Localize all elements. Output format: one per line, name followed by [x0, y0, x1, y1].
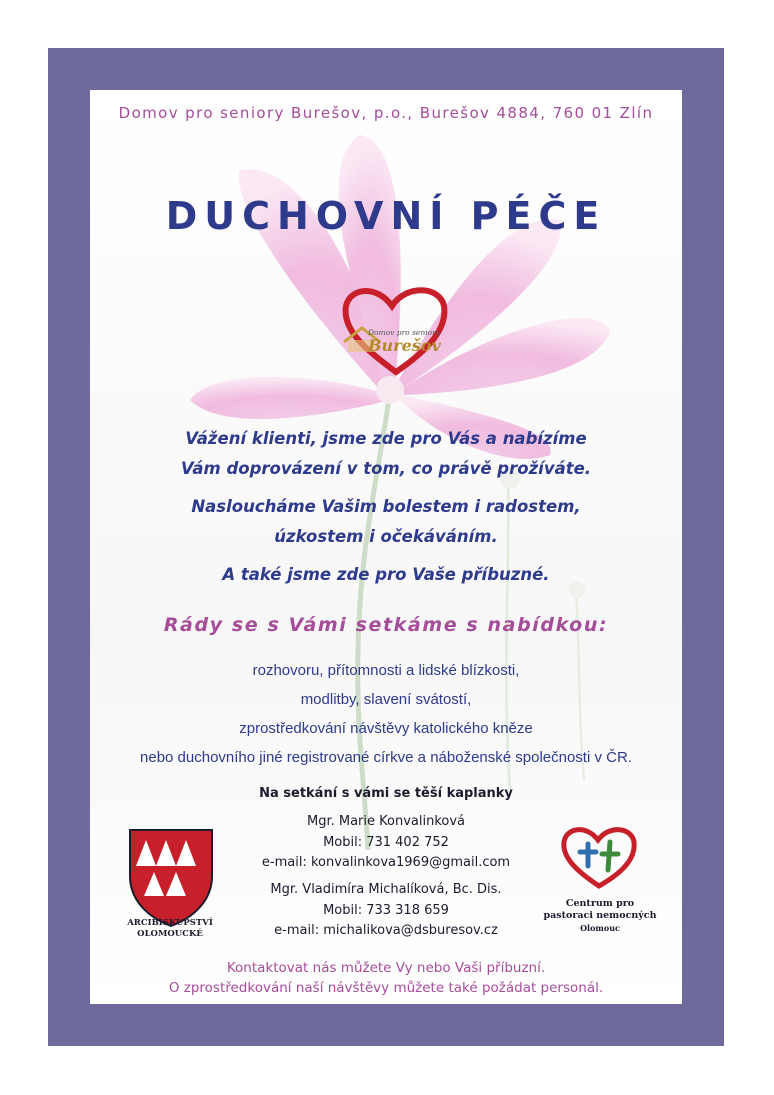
- archdiocese-label-line2: OLOMOUCKÉ: [137, 929, 203, 939]
- offer-item: nebo duchovního jiné registrované církve a náboženské společnosti v ČR.: [140, 749, 632, 766]
- contact-email: e-mail: michalikova@dsburesov.cz: [274, 923, 498, 938]
- institution-address: Domov pro seniory Burešov, p.o., Burešov 4884, 760 01 Zlín: [118, 104, 654, 122]
- offer-item: modlitby, slavení svátostí,: [300, 691, 472, 708]
- contacts-heading: Na setkání s vámi se těší kaplanky: [259, 786, 513, 801]
- centrum-heart-logo: [558, 822, 640, 892]
- intro-line-4: úzkostem i očekáváním.: [274, 527, 498, 546]
- contact-card: [240, 812, 532, 874]
- intro-line-1: Vážení klienti, jsme zde pro Vás a nabízíme: [185, 429, 587, 448]
- intro-line-5: A také jsme zde pro Vaše příbuzné.: [222, 565, 550, 584]
- centrum-label-line2: pastoraci nemocných: [543, 910, 657, 921]
- centrum-label: [520, 898, 680, 934]
- contact-phone: Mobil: 731 402 752: [323, 834, 449, 850]
- offer-item: rozhovoru, přítomnosti a lidské blízkosti,: [252, 662, 520, 679]
- footer-line-2: O zprostředkování naší návštěvy můžete také požádat personál.: [168, 980, 604, 996]
- intro-line-2: Vám doprovázení v tom, co právě prožíváte.: [180, 459, 592, 478]
- footer-note: [90, 958, 682, 998]
- archdiocese-label-line1: ARCIBISKUPSTVÍ: [127, 918, 213, 928]
- offer-item: zprostředkování návštěvy katolického kněze: [239, 720, 533, 737]
- logo-caption-line2: Burešov: [368, 336, 441, 355]
- contact-card: [240, 880, 532, 942]
- footer-line-1: Kontaktovat nás můžete Vy nebo Vaši příbuzní.: [226, 960, 546, 976]
- offer-list: [90, 656, 682, 772]
- logo-caption-line1: Domov pro seniory: [368, 328, 440, 337]
- offer-heading: Rády se s Vámi setkáme s nabídkou:: [163, 614, 609, 636]
- contact-name: Mgr. Marie Konvalinková: [306, 814, 466, 829]
- centrum-label-line1: Centrum pro: [565, 898, 635, 909]
- contact-email: e-mail: konvalinkova1969@gmail.com: [261, 855, 511, 870]
- centrum-label-line3: Olomouc: [580, 923, 620, 933]
- intro-line-3: Nasloucháme Vašim bolestem i radostem,: [191, 497, 581, 516]
- contact-name: Mgr. Vladimíra Michalíková, Bc. Dis.: [270, 882, 502, 897]
- poster-sheet: [90, 90, 682, 1004]
- contact-phone: Mobil: 733 318 659: [323, 902, 449, 918]
- page-title: DUCHOVNÍ PÉČE: [165, 194, 607, 238]
- logo-caption: [368, 328, 458, 355]
- archdiocese-label: [110, 918, 230, 940]
